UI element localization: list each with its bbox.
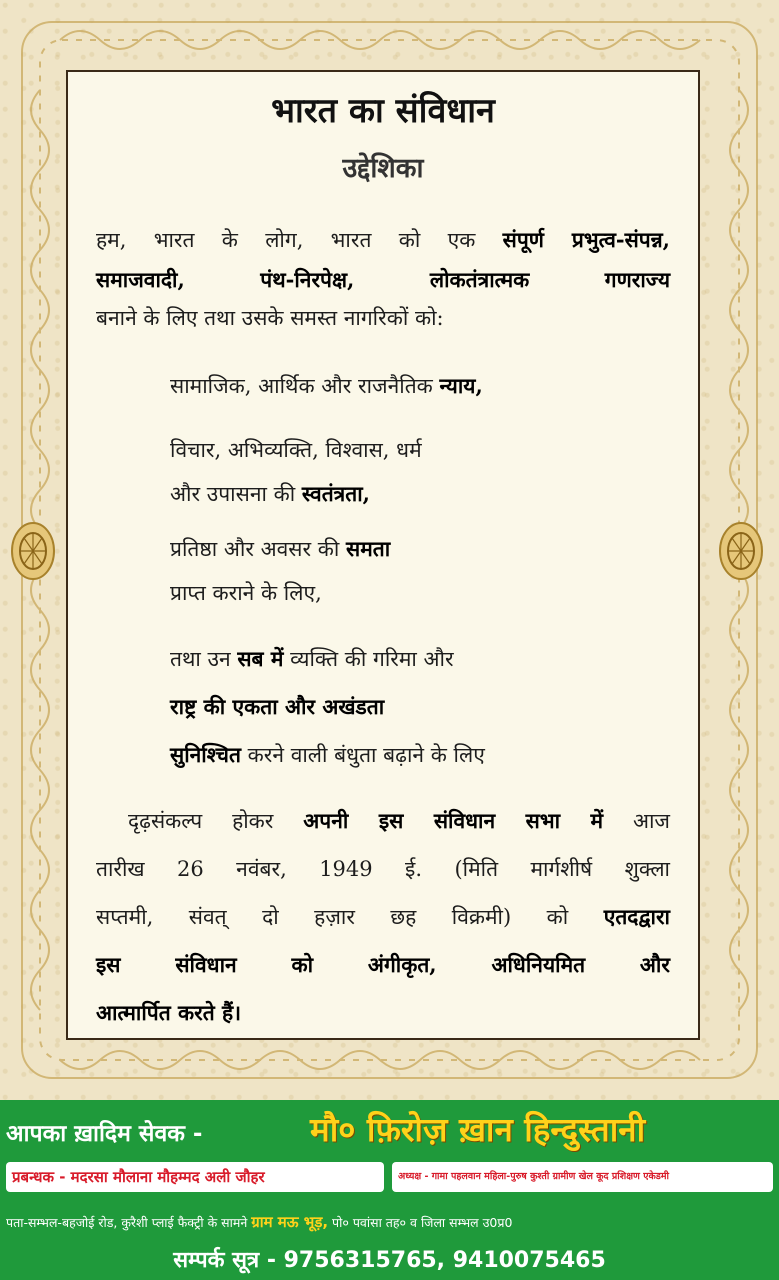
intro-bold: संपूर्ण प्रभुत्व-संपन्न, [502, 227, 670, 252]
document-subtitle: उद्देशिका [342, 153, 424, 184]
justice-line [170, 364, 678, 408]
intro-line-2: समाजवादी, पंथ-निरपेक्ष, लोकतंत्रात्मक गणराज्य [96, 267, 670, 292]
closing-line-3 [96, 893, 670, 941]
sponsor-footer [0, 1100, 779, 1280]
fraternity-bold: सब में [237, 646, 284, 671]
address-text: पता-सम्भल-बहजोई रोड, कुरैशी प्लाई फैक्ट्री के सामने [6, 1215, 252, 1230]
closing-text: सप्तमी, संवत् दो हज़ार छह विक्रमी) को [96, 905, 604, 929]
equality-line-1 [170, 527, 678, 571]
justice-text: सामाजिक, आर्थिक और राजनैतिक [170, 374, 440, 398]
equality-text: प्रतिष्ठा और अवसर की [170, 537, 347, 561]
closing-line-5: आत्मार्पित करते हैं। [96, 1000, 242, 1025]
closing-text: दृढ़संकल्प होकर [128, 809, 304, 833]
equality-line-2: प्राप्त कराने के लिए, [170, 581, 322, 605]
ashoka-chakra-icon [10, 520, 56, 582]
fraternity-text: करने वाली बंधुता बढ़ाने के लिए [240, 743, 485, 767]
intro-paragraph [96, 220, 670, 338]
intro-line-1 [96, 220, 670, 260]
sponsor-roles [0, 1160, 779, 1196]
fraternity-text: तथा उन [170, 647, 238, 671]
closing-line-1 [96, 797, 670, 845]
fraternity-line-3 [170, 731, 678, 779]
sponsor-name: मौ० फ़िरोज़ ख़ान हिन्दुस्तानी [310, 1110, 646, 1149]
ashoka-chakra-icon [718, 520, 764, 582]
fraternity-line-1 [170, 635, 678, 683]
fraternity-block [170, 635, 678, 779]
fraternity-line-2: राष्ट्र की एकता और अखंडता [170, 694, 385, 719]
document-title: भारत का संविधान [271, 91, 495, 131]
closing-line-4: इस संविधान को अंगीकृत, अधिनियमित और [96, 952, 670, 977]
fraternity-text: व्यक्ति की गरिमा और [283, 647, 454, 671]
fraternity-bold: सुनिश्चित [170, 742, 241, 767]
liberty-line-1: विचार, अभिव्यक्ति, विश्वास, धर्म [170, 438, 422, 462]
liberty-bold: स्वतंत्रता, [301, 481, 370, 506]
closing-bold: एतदद्वारा [603, 904, 670, 929]
intro-text: हम, भारत के लोग, भारत को एक [96, 228, 503, 252]
president-label: अध्यक्ष - गामा पहलवान महिला-पुरुष कुश्ती ग्रामीण खेल कूद प्रशिक्षण एकेडमी [392, 1162, 773, 1192]
address-line [6, 1212, 776, 1232]
address-village: ग्राम मऊ भूड़, [251, 1213, 329, 1231]
preamble-panel [66, 70, 700, 1040]
closing-paragraph [96, 797, 670, 1037]
sponsor-lead: आपका ख़ादिम सेवक - [6, 1121, 203, 1147]
justice-bold: न्याय, [439, 373, 483, 398]
closing-line-2: तारीख 26 नवंबर, 1949 ई. (मिति मार्गशीर्ष शुक्ला [96, 857, 670, 881]
closing-text: आज [603, 809, 670, 833]
liberty-line-2 [170, 472, 678, 516]
manager-label: प्रबन्धक - मदरसा मौलाना मौहम्मद अली जौहर [6, 1162, 384, 1192]
equality-bold: समता [346, 536, 391, 561]
sponsor-headline [0, 1104, 779, 1158]
equality-block [170, 527, 678, 615]
contact-numbers: सम्पर्क सूत्र - 9756315765, 9410075465 [173, 1248, 606, 1273]
liberty-block [170, 428, 678, 516]
liberty-text: और उपासना की [170, 482, 302, 506]
intro-line-3: बनाने के लिए तथा उसके समस्त नागरिकों को: [96, 306, 444, 330]
closing-bold: अपनी इस संविधान सभा में [303, 808, 604, 833]
address-text: पो० पवांसा तह० व जिला सम्भल उ0प्र0 [328, 1215, 513, 1230]
